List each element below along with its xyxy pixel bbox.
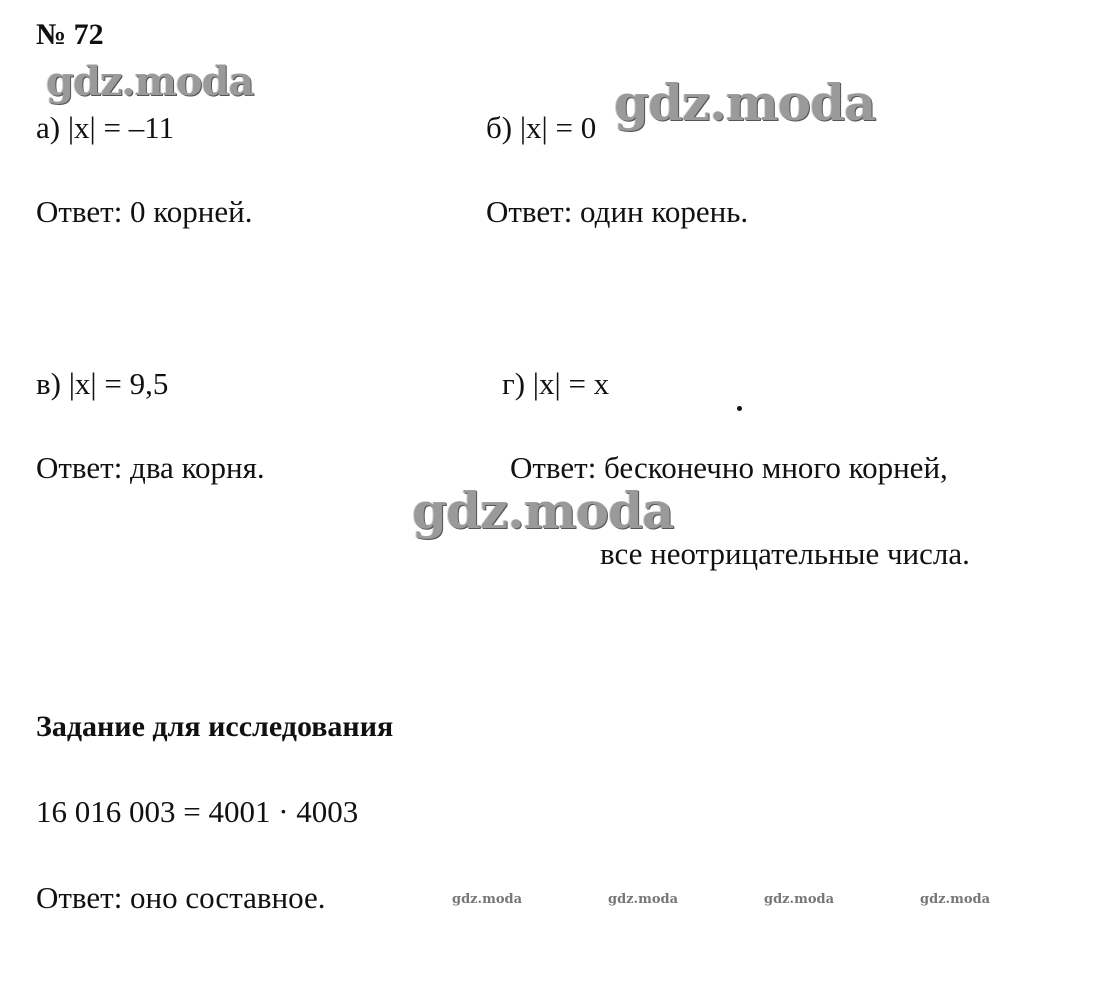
answer-g-line2: все неотрицательные числа.: [600, 536, 970, 571]
equation-b: б) |x| = 0: [486, 110, 597, 145]
equation-a: а) |x| = –11: [36, 110, 175, 145]
answer-a: Ответ: 0 корней.: [36, 194, 253, 229]
answer-g-line1: Ответ: бесконечно много корней,: [510, 450, 948, 485]
watermark-logo: gdz.moda: [920, 892, 991, 907]
answer-b: Ответ: один корень.: [486, 194, 749, 229]
page-title: № 72: [36, 18, 104, 51]
watermark-logo: gdz.moda: [614, 73, 876, 132]
equation-v: в) |x| = 9,5: [36, 366, 169, 401]
section-heading: Задание для исследования: [36, 710, 394, 743]
stray-dot: [737, 406, 742, 411]
answer-v: Ответ: два корня.: [36, 450, 265, 485]
watermark-logo: gdz.moda: [764, 892, 835, 907]
research-equation: 16 016 003 = 4001 · 4003: [36, 794, 359, 829]
watermark-logo: gdz.moda: [608, 892, 679, 907]
research-answer: Ответ: оно составное.: [36, 880, 326, 915]
equation-g: г) |x| = x: [502, 366, 610, 401]
watermark-logo: gdz.moda: [46, 58, 254, 105]
watermark-logo: gdz.moda: [452, 892, 523, 907]
watermark-logo: gdz.moda: [412, 481, 674, 540]
